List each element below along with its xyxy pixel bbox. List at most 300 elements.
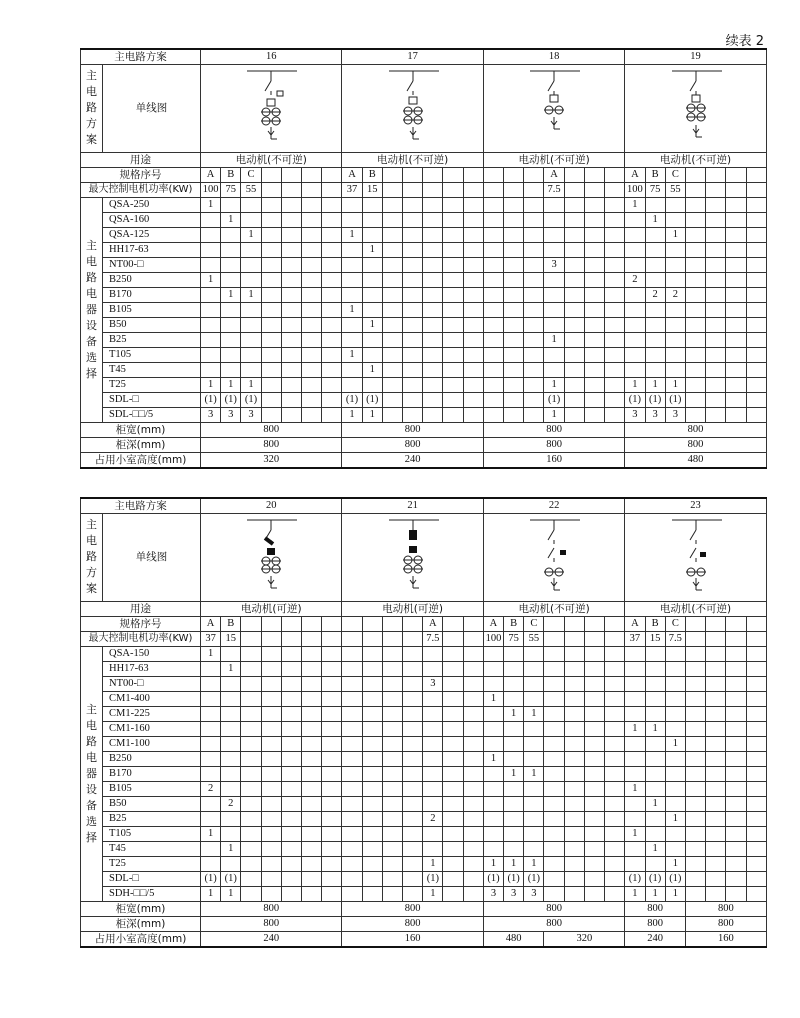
device-cell	[281, 812, 301, 827]
device-cell	[726, 857, 746, 872]
device-cell	[685, 782, 705, 797]
device-cell	[584, 752, 604, 767]
device-cell	[423, 737, 443, 752]
device-cell	[706, 303, 726, 318]
device-cell	[625, 258, 645, 273]
device-cell	[362, 782, 382, 797]
device-cell	[281, 752, 301, 767]
device-cell	[564, 303, 584, 318]
device-cell	[463, 722, 483, 737]
device-cell	[241, 258, 261, 273]
device-cell	[423, 827, 443, 842]
device-cell	[463, 677, 483, 692]
device-cell	[382, 722, 402, 737]
diagram-label: 单线图	[103, 513, 201, 602]
device-cell	[261, 782, 281, 797]
device-cell	[261, 393, 281, 408]
device-cell: (1)	[201, 872, 221, 887]
device-cell	[726, 662, 746, 677]
device-cell: (1)	[504, 872, 524, 887]
scheme-number: 23	[625, 498, 766, 513]
device-cell	[403, 662, 423, 677]
compartment-height-label: 占用小室高度(mm)	[81, 453, 201, 468]
device-cell	[241, 812, 261, 827]
device-cell	[685, 378, 705, 393]
device-cell	[201, 797, 221, 812]
device-cell	[221, 273, 241, 288]
device-cell	[342, 887, 362, 902]
device-cell	[625, 677, 645, 692]
spec-cell	[322, 168, 342, 183]
device-cell: (1)	[201, 393, 221, 408]
device-cell	[645, 737, 665, 752]
device-cell	[605, 827, 625, 842]
device-cell	[241, 842, 261, 857]
device-cell	[463, 752, 483, 767]
device-cell	[362, 857, 382, 872]
device-cell	[726, 737, 746, 752]
device-cell	[362, 812, 382, 827]
device-cell	[544, 273, 564, 288]
device-cell	[443, 707, 463, 722]
device-cell: 1	[221, 887, 241, 902]
device-cell	[382, 393, 402, 408]
device-cell	[584, 767, 604, 782]
spec-cell: B	[221, 617, 241, 632]
scheme-number: 18	[483, 49, 624, 64]
device-cell: 1	[665, 812, 685, 827]
device-cell: 1	[201, 887, 221, 902]
device-cell	[342, 258, 362, 273]
spec-cell	[261, 617, 281, 632]
device-cell	[382, 662, 402, 677]
device-cell	[261, 872, 281, 887]
usage-value: 电动机(不可逆)	[483, 153, 624, 168]
device-cell	[483, 767, 503, 782]
device-cell	[382, 303, 402, 318]
device-cell	[201, 258, 221, 273]
device-cell	[443, 198, 463, 213]
device-cell	[645, 273, 665, 288]
power-cell: 55	[665, 183, 685, 198]
device-cell	[342, 677, 362, 692]
spec-cell	[302, 617, 322, 632]
compartment-height-value: 160	[342, 932, 483, 947]
device-cell	[645, 692, 665, 707]
device-cell	[322, 243, 342, 258]
device-cell	[382, 827, 402, 842]
device-cell	[665, 827, 685, 842]
device-cell	[685, 258, 705, 273]
device-cell	[665, 662, 685, 677]
device-cell	[302, 198, 322, 213]
power-cell	[685, 183, 705, 198]
device-cell	[483, 797, 503, 812]
device-cell	[423, 842, 443, 857]
device-cell	[605, 273, 625, 288]
device-cell	[726, 842, 746, 857]
device-cell	[261, 857, 281, 872]
device-cell	[201, 752, 221, 767]
device-cell	[322, 812, 342, 827]
device-cell	[463, 228, 483, 243]
device-cell	[403, 363, 423, 378]
device-cell	[322, 662, 342, 677]
device-cell	[746, 767, 766, 782]
device-cell	[423, 692, 443, 707]
device-cell	[605, 752, 625, 767]
device-cell	[241, 737, 261, 752]
device-cell	[261, 198, 281, 213]
device-cell	[201, 228, 221, 243]
device-cell	[625, 288, 645, 303]
device-cell	[625, 318, 645, 333]
device-cell	[362, 662, 382, 677]
cabinet-width-value: 800	[483, 902, 624, 917]
device-cell	[362, 722, 382, 737]
device-cell	[564, 662, 584, 677]
usage-value: 电动机(不可逆)	[483, 602, 624, 617]
device-cell	[241, 707, 261, 722]
device-cell	[362, 872, 382, 887]
spec-cell: B	[504, 617, 524, 632]
device-cell: 1	[221, 288, 241, 303]
device-name: QSA-250	[103, 198, 201, 213]
device-cell	[483, 782, 503, 797]
device-cell	[322, 258, 342, 273]
device-cell	[342, 857, 362, 872]
device-cell	[584, 393, 604, 408]
device-cell	[302, 722, 322, 737]
device-cell	[281, 767, 301, 782]
device-cell	[281, 677, 301, 692]
device-cell: 1	[362, 363, 382, 378]
spec-cell	[544, 617, 564, 632]
power-cell: 55	[524, 632, 544, 647]
device-cell	[403, 797, 423, 812]
device-cell	[241, 872, 261, 887]
device-cell	[605, 288, 625, 303]
device-cell	[322, 782, 342, 797]
device-cell	[706, 872, 726, 887]
device-cell	[443, 857, 463, 872]
spec-cell	[524, 168, 544, 183]
device-cell	[645, 348, 665, 363]
scheme-number: 20	[201, 498, 342, 513]
cabinet-depth-value: 800	[625, 438, 766, 453]
device-cell	[564, 872, 584, 887]
device-cell	[302, 662, 322, 677]
device-cell	[685, 662, 705, 677]
device-cell	[504, 782, 524, 797]
device-cell	[605, 692, 625, 707]
device-cell	[584, 797, 604, 812]
cabinet-depth-label: 柜深(mm)	[81, 917, 201, 932]
device-cell	[544, 707, 564, 722]
device-cell	[302, 318, 322, 333]
device-cell	[281, 213, 301, 228]
device-cell	[382, 198, 402, 213]
device-cell	[726, 393, 746, 408]
power-label: 最大控制电机功率(KW)	[81, 183, 201, 198]
device-cell	[342, 333, 362, 348]
device-cell	[665, 722, 685, 737]
device-cell	[605, 722, 625, 737]
compartment-height-value: 240	[342, 453, 483, 468]
spec-cell	[463, 617, 483, 632]
device-cell	[504, 243, 524, 258]
device-cell	[564, 752, 584, 767]
device-cell	[201, 348, 221, 363]
device-cell	[524, 752, 544, 767]
device-cell	[584, 722, 604, 737]
device-cell	[322, 288, 342, 303]
device-cell	[706, 692, 726, 707]
device-cell	[706, 243, 726, 258]
spec-cell	[443, 617, 463, 632]
device-cell: 1	[645, 213, 665, 228]
device-cell	[605, 887, 625, 902]
device-cell	[281, 363, 301, 378]
device-cell	[524, 213, 544, 228]
device-cell	[362, 303, 382, 318]
device-cell	[726, 887, 746, 902]
device-cell	[665, 677, 685, 692]
device-cell	[584, 303, 604, 318]
device-cell	[544, 647, 564, 662]
device-cell	[685, 228, 705, 243]
scheme-number: 21	[342, 498, 483, 513]
device-cell	[403, 842, 423, 857]
device-cell	[443, 647, 463, 662]
device-cell	[221, 198, 241, 213]
device-cell	[261, 258, 281, 273]
device-cell	[201, 707, 221, 722]
device-cell	[645, 243, 665, 258]
device-cell	[221, 348, 241, 363]
device-cell	[382, 797, 402, 812]
section-label: 主电路方案	[81, 64, 103, 153]
power-cell	[584, 632, 604, 647]
device-cell	[302, 288, 322, 303]
compartment-height-value: 480	[625, 453, 766, 468]
device-cell	[241, 303, 261, 318]
device-cell	[261, 797, 281, 812]
device-cell	[463, 842, 483, 857]
device-cell	[463, 408, 483, 423]
device-cell	[483, 213, 503, 228]
device-cell: 1	[645, 722, 665, 737]
device-cell	[221, 363, 241, 378]
spec-cell	[584, 168, 604, 183]
device-cell	[605, 647, 625, 662]
device-cell	[584, 812, 604, 827]
device-cell	[706, 782, 726, 797]
spec-cell: A	[201, 168, 221, 183]
device-cell	[403, 647, 423, 662]
device-cell	[423, 393, 443, 408]
device-cell	[504, 258, 524, 273]
device-cell	[746, 273, 766, 288]
device-cell	[382, 812, 402, 827]
device-cell: 1	[342, 303, 362, 318]
device-cell	[605, 782, 625, 797]
device-cell	[726, 288, 746, 303]
device-cell	[504, 722, 524, 737]
compartment-height-value: 240	[201, 932, 342, 947]
device-cell	[746, 318, 766, 333]
device-cell	[504, 797, 524, 812]
device-cell	[302, 228, 322, 243]
power-cell	[605, 183, 625, 198]
device-cell: 3	[483, 887, 503, 902]
device-cell	[645, 812, 665, 827]
device-cell	[221, 737, 241, 752]
device-cell	[544, 767, 564, 782]
device-cell	[322, 842, 342, 857]
device-cell	[746, 842, 766, 857]
device-cell	[261, 363, 281, 378]
device-cell	[463, 857, 483, 872]
device-cell	[342, 363, 362, 378]
device-cell	[322, 722, 342, 737]
device-cell	[564, 827, 584, 842]
cabinet-width-value: 800	[201, 902, 342, 917]
device-cell	[706, 812, 726, 827]
device-cell	[605, 243, 625, 258]
device-cell	[322, 797, 342, 812]
device-cell	[645, 662, 665, 677]
device-name: T105	[103, 827, 201, 842]
device-cell	[362, 647, 382, 662]
device-cell	[544, 318, 564, 333]
device-cell	[342, 707, 362, 722]
device-cell	[221, 827, 241, 842]
device-cell	[665, 258, 685, 273]
device-cell	[201, 662, 221, 677]
device-cell	[605, 258, 625, 273]
power-cell	[382, 632, 402, 647]
power-cell: 37	[342, 183, 362, 198]
device-cell	[625, 707, 645, 722]
device-cell	[544, 887, 564, 902]
device-cell	[382, 692, 402, 707]
device-cell	[443, 782, 463, 797]
device-cell	[382, 288, 402, 303]
device-cell	[544, 872, 564, 887]
device-cell	[221, 752, 241, 767]
device-cell	[625, 767, 645, 782]
device-cell	[342, 198, 362, 213]
cabinet-width-value: 800	[625, 423, 766, 438]
device-name: B25	[103, 333, 201, 348]
device-cell	[483, 198, 503, 213]
device-cell	[201, 722, 221, 737]
device-cell	[706, 767, 726, 782]
device-cell	[463, 363, 483, 378]
device-cell	[564, 707, 584, 722]
device-cell	[726, 827, 746, 842]
device-cell	[261, 737, 281, 752]
device-cell	[261, 273, 281, 288]
device-cell	[342, 842, 362, 857]
spec-cell: B	[645, 617, 665, 632]
device-cell	[504, 288, 524, 303]
device-cell	[645, 752, 665, 767]
device-cell: 1	[645, 887, 665, 902]
device-cell	[463, 213, 483, 228]
spec-cell: A	[201, 617, 221, 632]
device-cell	[584, 243, 604, 258]
device-cell	[544, 288, 564, 303]
device-cell	[625, 752, 645, 767]
device-cell	[281, 692, 301, 707]
device-cell	[584, 198, 604, 213]
power-cell	[261, 632, 281, 647]
device-cell: (1)	[483, 872, 503, 887]
device-cell	[564, 273, 584, 288]
device-cell: 1	[201, 827, 221, 842]
device-cell	[544, 228, 564, 243]
device-cell	[322, 273, 342, 288]
device-cell	[685, 887, 705, 902]
device-cell	[544, 348, 564, 363]
device-cell	[584, 872, 604, 887]
device-cell: 2	[625, 273, 645, 288]
device-cell	[645, 198, 665, 213]
device-cell	[504, 348, 524, 363]
device-cell	[726, 303, 746, 318]
device-cell: 3	[504, 887, 524, 902]
device-cell	[564, 378, 584, 393]
device-cell	[423, 258, 443, 273]
device-cell	[625, 797, 645, 812]
device-name: HH17-63	[103, 243, 201, 258]
device-cell	[504, 842, 524, 857]
cabinet-depth-value: 800	[625, 917, 686, 932]
device-cell	[362, 288, 382, 303]
device-cell	[382, 273, 402, 288]
device-cell	[584, 213, 604, 228]
device-cell	[241, 782, 261, 797]
device-cell	[463, 288, 483, 303]
device-cell	[463, 393, 483, 408]
power-cell: 37	[201, 632, 221, 647]
device-cell	[544, 797, 564, 812]
device-cell	[726, 228, 746, 243]
device-cell: 3	[241, 408, 261, 423]
spec-cell	[281, 617, 301, 632]
device-cell	[281, 318, 301, 333]
device-cell	[443, 273, 463, 288]
device-name: B25	[103, 812, 201, 827]
cabinet-depth-value: 800	[201, 438, 342, 453]
device-cell	[564, 363, 584, 378]
device-cell: 1	[241, 288, 261, 303]
spec-cell	[443, 168, 463, 183]
device-cell	[322, 767, 342, 782]
device-cell	[564, 722, 584, 737]
device-cell	[726, 752, 746, 767]
device-cell	[706, 333, 726, 348]
device-cell	[564, 737, 584, 752]
usage-value: 电动机(不可逆)	[201, 153, 342, 168]
device-cell	[746, 887, 766, 902]
device-cell	[463, 273, 483, 288]
power-cell: 75	[504, 632, 524, 647]
device-cell	[443, 378, 463, 393]
device-name: B250	[103, 273, 201, 288]
